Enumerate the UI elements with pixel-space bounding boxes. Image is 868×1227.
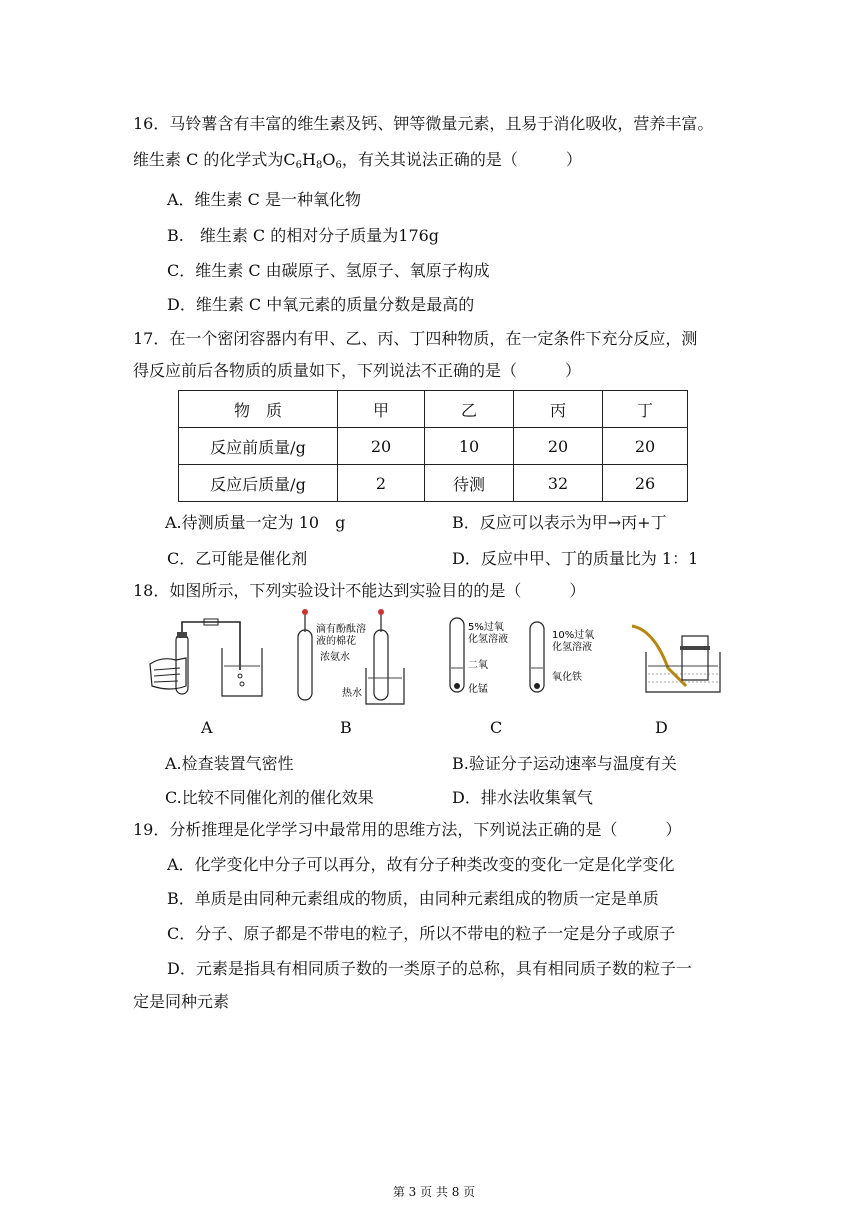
table-cell: 10 bbox=[425, 428, 514, 465]
q16-stem-line2 bbox=[133, 150, 582, 170]
delivery-tube-d bbox=[632, 626, 686, 686]
q19-option-c: C．分子、原子都是不带电的粒子，所以不带电的粒子一定是分子或原子 bbox=[167, 924, 676, 943]
formula-h-sub: 8 bbox=[316, 160, 323, 171]
table-cell: 反应后质量/g bbox=[179, 465, 338, 502]
q19-stem: 19．分析推理是化学学习中最常用的思维方法，下列说法正确的是（ ） bbox=[133, 820, 682, 839]
beaker bbox=[222, 648, 262, 696]
delivery-tube bbox=[182, 622, 240, 670]
q16-option-d: D．维生素 C 中氧元素的质量分数是最高的 bbox=[167, 295, 475, 314]
c-label-2: 化氢溶液 bbox=[468, 634, 508, 645]
figure-c-catalyst bbox=[444, 616, 619, 698]
figure-a-airtightness bbox=[140, 612, 270, 702]
q17-option-a: A.待测质量一定为 10 g bbox=[165, 513, 346, 532]
bubble bbox=[238, 674, 242, 678]
table-header-cell: 物 质 bbox=[179, 391, 338, 428]
q18-stem: 18．如图所示，下列实验设计不能达到实验目的的是（ ） bbox=[133, 581, 586, 600]
q19-option-b: B．单质是由同种元素组成的物质，由同种元素组成的物质一定是单质 bbox=[167, 889, 659, 908]
q16-option-c: C．维生素 C 由碳原子、氢原子、氧原子构成 bbox=[167, 261, 490, 280]
rod-tip-left bbox=[302, 609, 308, 615]
q17-stem-line2: 得反应前后各物质的质量如下，下列说法不正确的是（ ） bbox=[133, 361, 582, 380]
c-label-7: 氧化铁 bbox=[552, 672, 582, 683]
q18-option-a: A.检查装置气密性 bbox=[165, 754, 294, 773]
table-cell: 20 bbox=[603, 428, 688, 465]
table-cell: 32 bbox=[514, 465, 603, 502]
table-header-cell: 丁 bbox=[603, 391, 688, 428]
table-cell: 26 bbox=[603, 465, 688, 502]
table-header-cell: 丙 bbox=[514, 391, 603, 428]
formula bbox=[283, 150, 341, 169]
gas-collecting-bottle bbox=[682, 636, 708, 680]
table-row bbox=[179, 465, 688, 502]
table-header-cell: 乙 bbox=[425, 391, 514, 428]
figure-label-c: C bbox=[490, 718, 503, 737]
hand-outline bbox=[150, 658, 186, 689]
q18-option-d: D．排水法收集氧气 bbox=[452, 788, 593, 807]
b-label-3: 浓氨水 bbox=[320, 652, 350, 663]
q19-option-a: A．化学变化中分子可以再分，故有分子种类改变的变化一定是化学变化 bbox=[167, 855, 675, 874]
mno2-powder bbox=[454, 683, 460, 689]
b-label-4: 热水 bbox=[342, 688, 362, 699]
q18-option-b: B.验证分子运动速率与温度有关 bbox=[452, 754, 677, 773]
table-cell: 20 bbox=[338, 428, 425, 465]
table-cell: 20 bbox=[514, 428, 603, 465]
c-label-6: 化氢溶液 bbox=[552, 642, 592, 653]
q16-stem-line1: 16．马铃薯含有丰富的维生素及钙、钾等微量元素，且易于消化吸收，营养丰富。 bbox=[133, 114, 714, 133]
table-row bbox=[179, 428, 688, 465]
formula-c-sub: 6 bbox=[295, 160, 303, 171]
formula-c: C bbox=[283, 150, 296, 169]
fe2o3-powder bbox=[534, 683, 540, 689]
table-cell: 反应前质量/g bbox=[179, 428, 338, 465]
c-label-4: 化锰 bbox=[468, 684, 488, 695]
b-label-2: 液的棉花 bbox=[316, 636, 356, 647]
figure-b-molecular-motion bbox=[292, 608, 407, 708]
q17-option-d: D．反应中甲、丁的质量比为 1：1 bbox=[452, 549, 699, 568]
q18-option-c: C.比较不同催化剂的催化效果 bbox=[165, 788, 374, 807]
q16-option-a: A．维生素 C 是一种氧化物 bbox=[167, 190, 361, 209]
test-tube-left bbox=[298, 630, 312, 700]
figure-label-a: A bbox=[201, 718, 213, 737]
formula-o-sub: 6 bbox=[335, 160, 342, 171]
table-header-row bbox=[179, 391, 688, 428]
q19-option-d: D．元素是指具有相同质子数的一类原子的总称，具有相同质子数的粒子一 bbox=[167, 959, 692, 978]
page-footer: 第 3 页 共 8 页 bbox=[392, 1185, 476, 1199]
c-label-3: 二氧 bbox=[468, 660, 488, 671]
c-label-5: 10%过氧 bbox=[552, 630, 595, 641]
figure-label-b: B bbox=[340, 718, 352, 737]
test-tube-c2 bbox=[530, 622, 544, 692]
rod-tip-right bbox=[378, 609, 384, 615]
q17-option-c: C．乙可能是催化剂 bbox=[167, 549, 308, 568]
stopper bbox=[177, 632, 187, 638]
q16-stem-post: ，有关其说法正确的是（ ） bbox=[341, 150, 582, 169]
table-cell: 2 bbox=[338, 465, 425, 502]
q17-option-b: B．反应可以表示为甲→丙+丁 bbox=[452, 513, 667, 532]
q16-option-b: B. 维生素 C 的相对分子质量为176g bbox=[167, 226, 440, 245]
q17-stem-line1: 17．在一个密闭容器内有甲、乙、丙、丁四种物质，在一定条件下充分反应，测 bbox=[133, 329, 698, 348]
figure-label-d: D bbox=[655, 718, 668, 737]
table-header-cell: 甲 bbox=[338, 391, 425, 428]
water-trough bbox=[646, 652, 720, 692]
b-label-1: 滴有酚酞溶 bbox=[316, 624, 366, 635]
mass-table bbox=[178, 390, 688, 502]
formula-o: O bbox=[322, 150, 336, 169]
q16-stem-pre: 维生素 C 的化学式为 bbox=[133, 150, 284, 169]
figure-d-water-displacement bbox=[624, 620, 724, 698]
test-tube-c1 bbox=[450, 618, 464, 692]
table-cell: 待测 bbox=[425, 465, 514, 502]
test-tube-right bbox=[374, 630, 388, 700]
q19-option-d-continued: 定是同种元素 bbox=[133, 992, 230, 1011]
bubble bbox=[240, 682, 244, 686]
formula-h: H bbox=[302, 150, 316, 169]
bottle-shelf bbox=[680, 646, 710, 650]
c-label-1: 5%过氧 bbox=[468, 622, 504, 633]
